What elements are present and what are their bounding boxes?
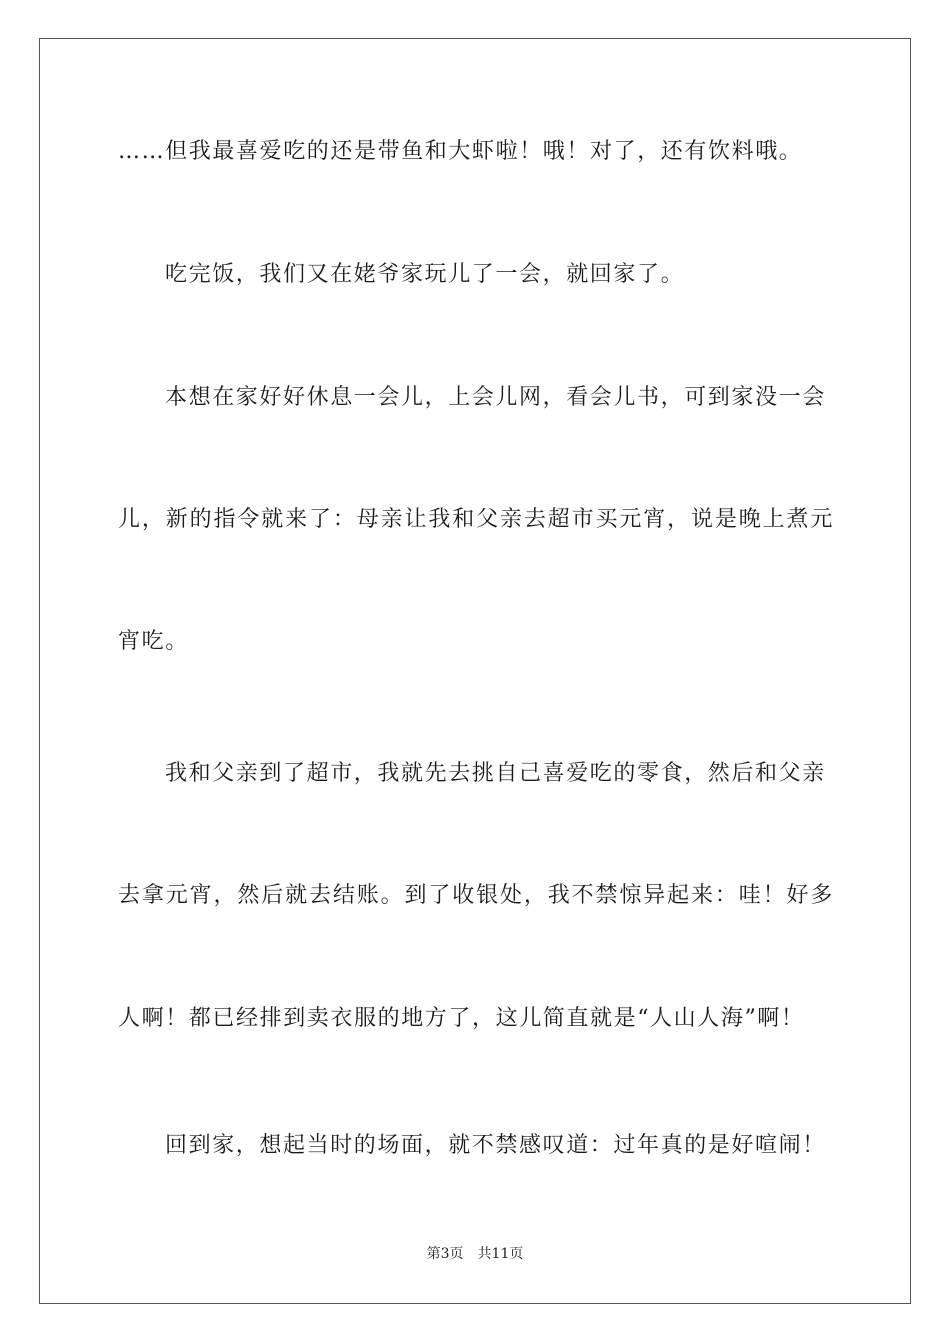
page-number: 第3页 <box>426 1246 464 1262</box>
paragraph-line: ……但我最喜爱吃的还是带鱼和大虾啦！哦！对了，还有饮料哦。 <box>118 139 803 164</box>
paragraph-line: 我和父亲到了超市，我就先去挑自己喜爱吃的零食，然后和父亲 <box>165 761 826 786</box>
page-footer <box>0 1244 950 1264</box>
paragraph-line: 吃完饭，我们又在姥爷家玩儿了一会，就回家了。 <box>165 262 685 287</box>
page-border <box>39 38 911 1304</box>
paragraph-line: 人啊！都已经排到卖衣服的地方了，这儿简直就是“人山人海”啊！ <box>118 1006 805 1031</box>
paragraph-line: 儿，新的指令就来了：母亲让我和父亲去超市买元宵，说是晚上煮元 <box>118 507 834 532</box>
paragraph-line: 去拿元宵，然后就去结账。到了收银处，我不禁惊异起来：哇！好多 <box>118 883 834 908</box>
paragraph-line: 宵吃。 <box>118 629 189 654</box>
paragraph-line: 本想在家好好休息一会儿，上会儿网，看会儿书，可到家没一会 <box>165 385 826 410</box>
page-total: 共11页 <box>477 1246 524 1262</box>
paragraph-line: 回到家，想起当时的场面，就不禁感叹道：过年真的是好喧闹！ <box>165 1133 826 1158</box>
